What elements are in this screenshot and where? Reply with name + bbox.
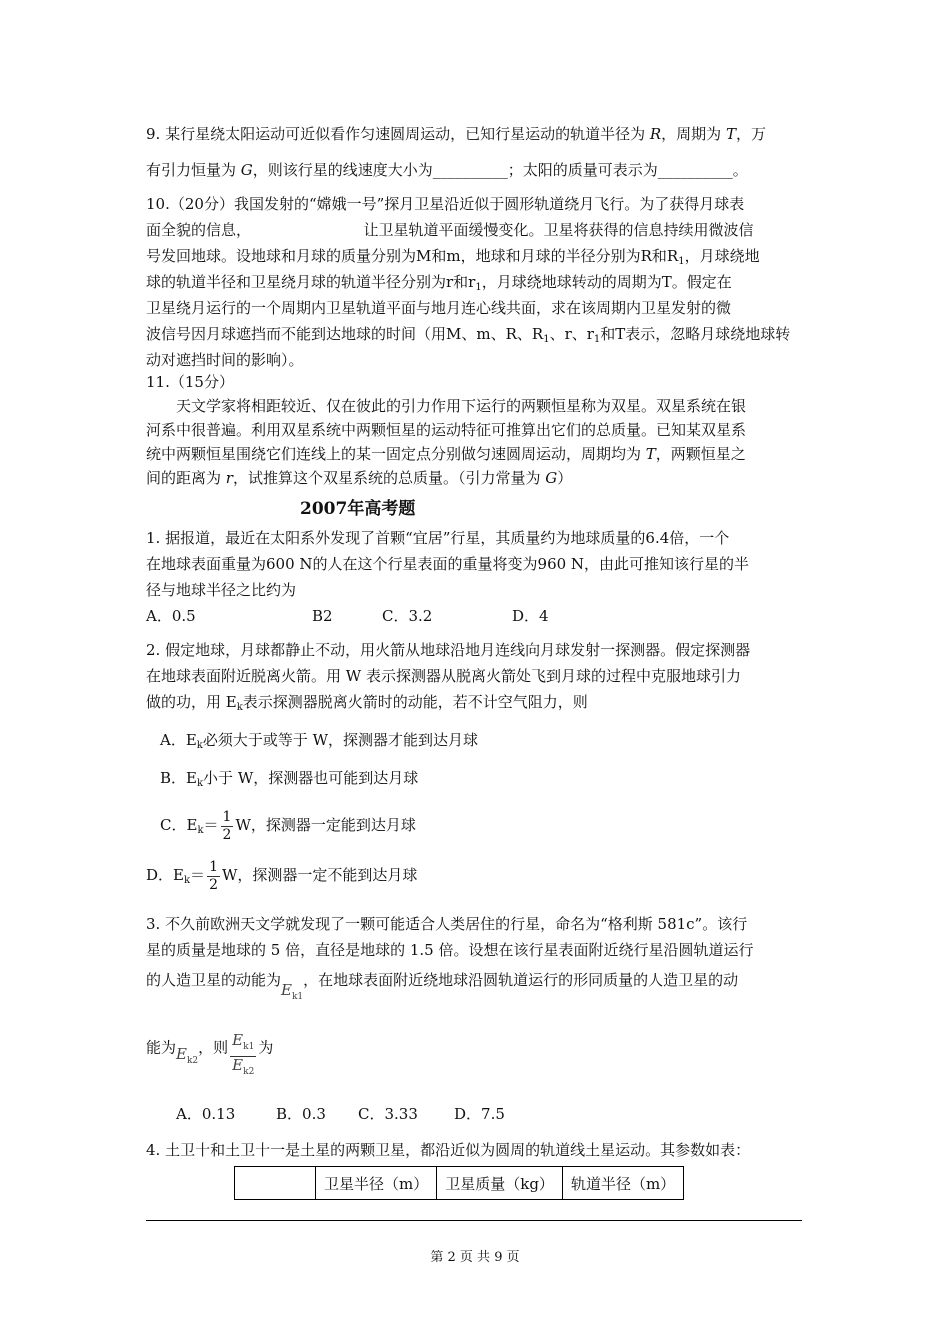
p2-line-3: 做的功，用 $E_k$表示探测器脱离火箭时的动能，若不计空气阻力，则 <box>146 693 588 713</box>
p3-option-b: B．0.3 <box>276 1105 326 1123</box>
fraction-one-half: $\frac{1}{2}$ <box>209 858 218 893</box>
fraction-one-half: $\frac{1}{2}$ <box>222 808 232 843</box>
q11-line-2: 河系中很普遍。利用双星系统中两颗恒星的运动特征可推算出它们的总质量。已知某双星系 <box>146 421 747 439</box>
ek1-symbol: $E_{k1}$ <box>281 981 304 1002</box>
p1-line-3: 径与地球半径之比约为 <box>146 581 297 599</box>
p4-line-1: 4. 土卫十和土卫十一是土星的两颗卫星，都沿近似为圆周的轨道线土星运动。其参数如表： <box>146 1141 751 1159</box>
q11-head: 11.（15分） <box>146 373 234 391</box>
q10-line-5: 卫星绕月运行的一个周期内卫星轨道平面与地月连心线共面，求在该周期内卫星发射的微 <box>146 299 732 317</box>
section-heading: 2007年高考题 <box>300 499 416 519</box>
p1-line-1: 1. 据报道，最近在太阳系外发现了首颗“宜居”行星，其质量约为地球质量的6.4倍，一个 <box>146 529 730 547</box>
p1-option-b: B2 <box>312 607 333 625</box>
p1-option-a: A．0.5 <box>146 607 196 625</box>
p3-option-d: D．7.5 <box>454 1105 505 1123</box>
q9-line-1: 9. 某行星绕太阳运动可近似看作匀速圆周运动，已知行星运动的轨道半径为 R，周期为 T，万 <box>146 125 766 143</box>
q11-line-1: 天文学家将相距较近、仅在彼此的引力作用下运行的两颗恒星称为双星。双星系统在银 <box>176 397 747 415</box>
q10-line-3: 号发回地球。设地球和月球的质量分别为M和m，地球和月球的半径分别为R和$R_1$，月球绕地 <box>146 247 760 267</box>
table-header-cell: 轨道半径（m） <box>562 1167 683 1200</box>
p1-option-c: C．3.2 <box>382 607 433 625</box>
p3-line-2: 星的质量是地球的 5 倍，直径是地球的 1.5 倍。设想在该行星表面附近绕行星沿圆轨道运行 <box>146 941 754 959</box>
p3-option-a: A．0.13 <box>176 1105 236 1123</box>
q11-line-3: 统中两颗恒星围绕它们连线上的某一固定点分别做匀速圆周运动，周期均为 T，两颗恒星之 <box>146 445 746 463</box>
q10-line-6: 波信号因月球遮挡而不能到达地球的时间（用M、m、R、$R_1$、r、$r_1$和T表示，忽略月球绕地球转 <box>146 325 791 345</box>
p2-option-d: D．$E_k=$ $\frac{1}{2}$ W，探测器一定不能到达月球 <box>146 858 418 893</box>
p2-option-a: A．$E_k$必须大于或等于 W，探测器才能到达月球 <box>160 731 479 751</box>
q10-line-7: 动对遮挡时间的影响）。 <box>146 351 304 369</box>
p3-line-3: 的人造卫星的动能为$E_{k1}$，在地球表面附近绕地球沿圆轨道运行的形同质量的人造卫星的动 <box>146 971 739 1002</box>
p2-line-2: 在地球表面附近脱离火箭。用 W 表示探测器从脱离火箭处飞到月球的过程中克服地球引力 <box>146 667 741 685</box>
q10-line-1: 10.（20分）我国发射的“嫦娥一号”探月卫星沿近似于圆形轨道绕月飞行。为了获得月球表 <box>146 195 745 213</box>
q10-line-4: 球的轨道半径和卫星绕月球的轨道半径分别为r和$r_1$，月球绕地球转动的周期为T。假定在 <box>146 273 732 293</box>
p1-line-2: 在地球表面重量为600 N的人在这个行星表面的重量将变为960 N，由此可推知该行星的半 <box>146 555 750 573</box>
page-number: 第 2 页 共 9 页 <box>430 1250 520 1265</box>
p3-option-c: C．3.33 <box>358 1105 418 1123</box>
p2-option-b: B．$E_k$小于 W，探测器也可能到达月球 <box>160 769 419 789</box>
p2-option-c: C．$E_k=$ $\frac{1}{2}$ W，探测器一定能到达月球 <box>160 808 416 843</box>
q10-line-2: 面全貌的信息， 让卫星轨道平面缓慢变化。卫星将获得的信息持续用微波信 <box>146 221 754 239</box>
p1-option-d: D．4 <box>512 607 549 625</box>
table-header-cell <box>235 1167 316 1200</box>
table-header-cell: 卫星质量（kg） <box>437 1167 563 1200</box>
q9-line-2: 有引力恒量为 G，则该行星的线速度大小为__________；太阳的质量可表示为__________。 <box>146 161 748 179</box>
p2-line-1: 2. 假定地球，月球都静止不动，用火箭从地球沿地月连线向月球发射一探测器。假定探测器 <box>146 641 751 659</box>
table-header-cell: 卫星半径（m） <box>316 1167 437 1200</box>
ek-ratio-fraction: $\frac{E_{k1}}{E_{k2}}$ <box>232 1031 255 1077</box>
footer-divider <box>146 1220 802 1221</box>
table-header-row <box>235 1167 684 1200</box>
p3-line-1: 3. 不久前欧洲天文学就发现了一颗可能适合人类居住的行星，命名为“格利斯 581c”。该行 <box>146 915 748 933</box>
q11-line-4: 间的距离为 r，试推算这个双星系统的总质量。（引力常量为 G） <box>146 469 573 487</box>
p3-line-4: 能为$E_{k2}$，则 $\frac{E_{k1}}{E_{k2}}$ 为 <box>146 1024 273 1075</box>
ek2-symbol: $E_{k2}$ <box>176 1044 199 1066</box>
satellite-params-table <box>234 1166 684 1200</box>
